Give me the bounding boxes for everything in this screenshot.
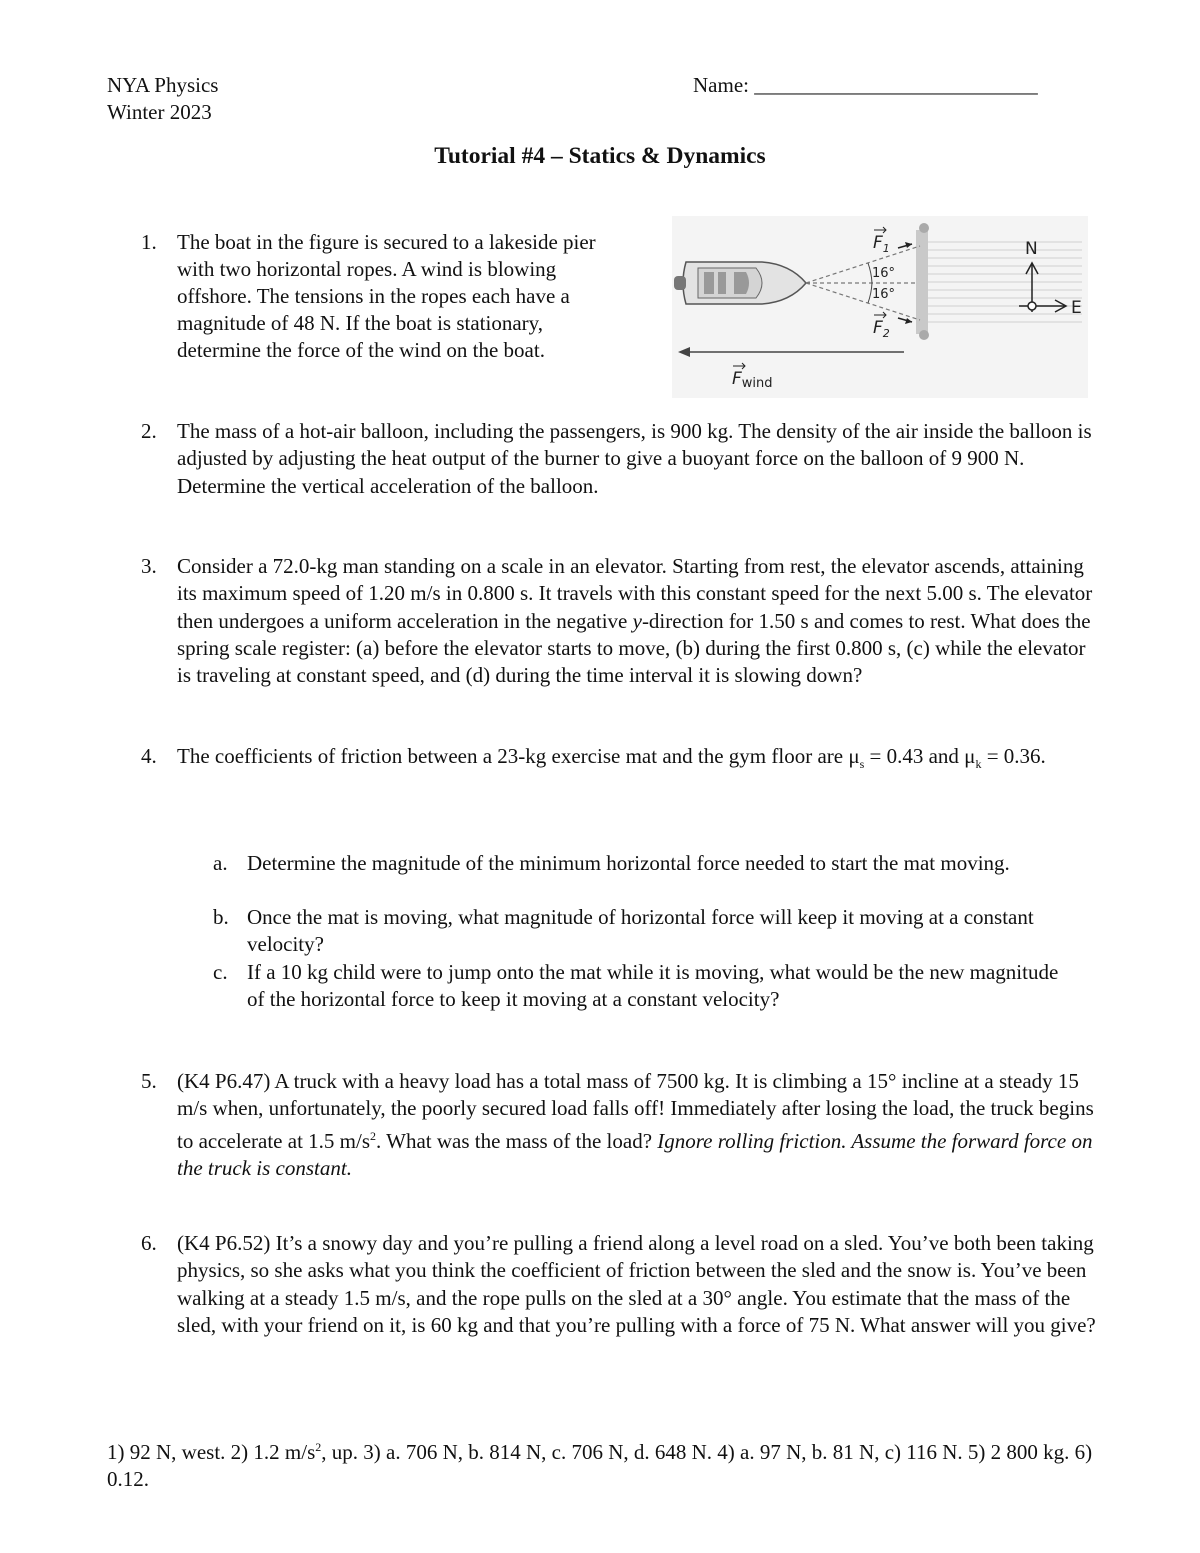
term: Winter 2023 bbox=[107, 100, 212, 124]
question-4 bbox=[177, 743, 1102, 778]
question-4-text: The coefficients of friction between a 23-kg exercise mat and the gym floor are μ bbox=[177, 744, 860, 768]
question-1-line: determine the force of the wind on the boat. bbox=[177, 338, 545, 362]
question-4-part-a: Determine the magnitude of the minimum horizontal force needed to start the mat moving. bbox=[247, 851, 1010, 875]
exponent: 2 bbox=[315, 1440, 322, 1454]
question-2-number: 2. bbox=[141, 419, 157, 443]
question-4-number: 4. bbox=[141, 744, 157, 768]
question-3-text: -direction for 1.50 s and comes to rest. What does the spring scale register: (a) before the elevator starts to move, (b) during the first 0.800 s, (c) while the elevator is traveling at constant speed, and (d) during the time interval it is slowing down? bbox=[177, 608, 1091, 688]
pier-post-icon bbox=[919, 223, 929, 233]
question-5-number: 5. bbox=[141, 1069, 157, 1093]
question-5-text: (K4 P6.47) A truck with a heavy load has a total mass of 7500 kg. It is climbing a 15° incline at a steady 15 m/s when, unfortunately, the poorly secured load falls off! Immediately after losing the load, the truck begins to accelerate at 1.5 m/s bbox=[177, 1069, 1094, 1153]
pier bbox=[916, 230, 928, 334]
north-label: N bbox=[1025, 239, 1038, 259]
question-1-line: The boat in the figure is secured to a lakeside pier bbox=[177, 230, 596, 254]
mu-s-subscript: s bbox=[859, 757, 865, 772]
question-1-number: 1. bbox=[141, 230, 157, 254]
question-5-text: . What was the mass of the load? bbox=[376, 1128, 658, 1153]
question-3-text: Consider a 72.0-kg man standing on a scale in an elevator. Starting from rest, the elevator ascends, attaining its maximum speed of 1.20 m/s in 0.800 s. It travels with this constant speed for the next 5.00 s. The elevator then undergoes a uniform acceleration in the negative bbox=[177, 554, 1093, 633]
question-6-number: 6. bbox=[141, 1231, 157, 1255]
wind-label: Fwind bbox=[732, 369, 773, 391]
question-4-part-c: If a 10 kg child were to jump onto the mat while it is moving, what would be the new magnitude of the horizontal force to keep it moving at a constant velocity? bbox=[247, 960, 1059, 1012]
name-field bbox=[693, 72, 1038, 99]
question-3-number: 3. bbox=[141, 554, 157, 578]
angle-top-label: 16° bbox=[872, 266, 896, 281]
question-4-text: = 0.43 and μ bbox=[864, 744, 976, 768]
question-5-note: Ignore rolling friction. Assume the forward force on the truck is constant. bbox=[177, 1128, 1093, 1180]
answer-text: , up. 3) a. 706 N, b. 814 N, c. 706 N, d. 648 N. 4) a. 97 N, b. 81 N, c) 116 N. 5) 2 800 kg. 6) 0.12. bbox=[107, 1440, 1093, 1492]
question-2: The mass of a hot-air balloon, including the passengers, is 900 kg. The density of the air inside the balloon is adjusted by adjusting the heat output of the burner to give a buoyant force on the balloon of 9 900 N. Determine the vertical acceleration of the balloon. bbox=[177, 419, 1092, 498]
mu-k-subscript: k bbox=[975, 757, 982, 772]
east-label: E bbox=[1071, 298, 1082, 318]
question-4-text: = 0.36. bbox=[981, 744, 1046, 768]
page-title: Tutorial #4 – Statics & Dynamics bbox=[434, 143, 766, 169]
boat-pier-figure bbox=[672, 216, 1088, 398]
name-label: Name: bbox=[693, 73, 749, 97]
angle-bottom-label: 16° bbox=[872, 287, 896, 302]
question-1-line: magnitude of 48 N. If the boat is stationary, bbox=[177, 311, 544, 335]
question-3-variable: y bbox=[632, 608, 642, 633]
question-1 bbox=[177, 229, 596, 364]
question-5 bbox=[177, 1068, 1102, 1182]
question-4-part-letter: c. bbox=[213, 960, 228, 984]
course-name: NYA Physics bbox=[107, 73, 219, 97]
answer-text: 1) 92 N, west. 2) 1.2 m/s bbox=[107, 1440, 316, 1464]
question-3 bbox=[177, 553, 1102, 689]
answer-key bbox=[107, 1434, 1097, 1494]
question-6: (K4 P6.52) It’s a snowy day and you’re pulling a friend along a level road on a sled. You’ve both been taking physics, so she asks what you think the coefficient of friction between the sled and the snow is. You’ve been walking at a steady 1.5 m/s, and the rope pulls on the sled at a 30° angle. You estimate that the mass of the sled, with your friend on it, is 60 kg and that you’re pulling with a force of 75 N. What answer will you give? bbox=[177, 1231, 1096, 1337]
question-1-line: offshore. The tensions in the ropes each have a bbox=[177, 284, 570, 308]
boat-icon bbox=[674, 262, 806, 304]
f1-label: $F_1$ bbox=[873, 233, 890, 255]
question-4-part-b: Once the mat is moving, what magnitude of horizontal force will keep it moving at a constant velocity? bbox=[247, 905, 1034, 957]
question-4-part-letter: a. bbox=[213, 851, 228, 875]
exponent: 2 bbox=[370, 1128, 376, 1143]
name-blank: ___________________________ bbox=[754, 73, 1038, 97]
pier-post-icon bbox=[919, 330, 929, 340]
f2-label: $F_2$ bbox=[873, 318, 890, 340]
question-1-line: with two horizontal ropes. A wind is blowing bbox=[177, 257, 557, 281]
question-4-part-letter: b. bbox=[213, 905, 229, 929]
